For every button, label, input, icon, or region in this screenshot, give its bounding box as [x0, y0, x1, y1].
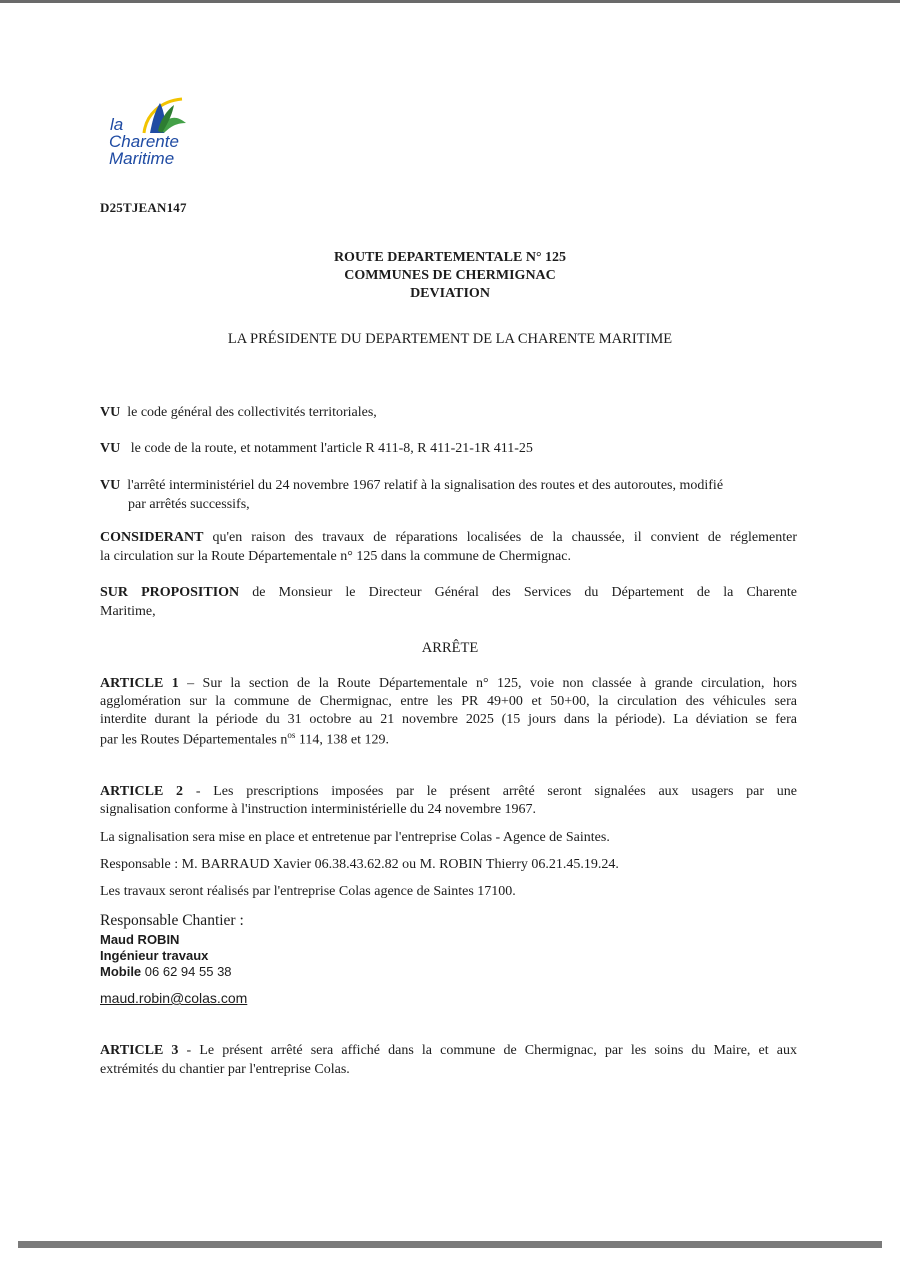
article-2-line-1 [100, 784, 797, 800]
proposition-keyword: SUR PROPOSITION [100, 585, 240, 600]
vu-text: le code de la route, et notamment l'article R 411-8, R 411-21-1R 411-25 [130, 441, 533, 456]
article-1-line-4-end: 114, 138 et 129. [295, 732, 389, 748]
proposition-line-2: Maritime, [100, 604, 156, 619]
bottom-border [18, 1241, 882, 1248]
vu-clause-3-continued: par arrêtés successifs, [128, 497, 250, 512]
article-1-text: – Sur la section de la Route Départementale n° 125, voie non classée à grande circulation, hors [187, 676, 797, 691]
authority-heading: LA PRÉSIDENTE DU DEPARTEMENT DE LA CHARENTE MARITIME [227, 331, 673, 347]
chantier-mobile [100, 964, 232, 979]
title-line-2: COMMUNES DE CHERMIGNAC [344, 268, 556, 283]
signalisation-paragraph: La signalisation sera mise en place et entretenue par l'entreprise Colas - Agence de Saintes. [100, 830, 610, 845]
article-1-line-4-start: par les Routes Départementales n [100, 732, 288, 748]
chantier-role: Ingénieur travaux [100, 948, 209, 963]
logo-text-la: la [110, 115, 124, 134]
top-border [0, 0, 900, 3]
superscript: os [287, 730, 296, 740]
arrete-heading: ARRÊTE [421, 640, 479, 656]
email-link[interactable]: maud.robin@colas.com [100, 990, 248, 1006]
article-3-line-2: extrémités du chantier par l'entreprise Colas. [100, 1062, 350, 1077]
vu-clause-2 [100, 441, 533, 457]
considerant-line-2: la circulation sur la Route Départementale n° 125 dans la commune de Chermignac. [100, 549, 571, 564]
article-1-line-4 [100, 730, 389, 749]
vu-text: le code général des collectivités territoriales, [127, 405, 377, 420]
department-logo [106, 93, 206, 173]
document-reference: D25TJEAN147 [100, 200, 187, 215]
chantier-label: Responsable Chantier : [100, 912, 244, 929]
responsable-paragraph: Responsable : M. BARRAUD Xavier 06.38.43.62.82 ou M. ROBIN Thierry 06.21.45.19.24. [100, 857, 619, 872]
article-3-text: - Le présent arrêté sera affiché dans la commune de Chermignac, par les soins du Maire, et aux [186, 1043, 797, 1058]
vu-clause-3 [100, 478, 723, 494]
logo-text-charente: Charente [109, 132, 179, 151]
article-1-line-3: interdite durant la période du 31 octobre au 21 novembre 2025 (15 jours dans la période). La déviation se fera [100, 712, 797, 727]
considerant-line-1 [100, 530, 797, 546]
vu-text: l'arrêté interministériel du 24 novembre 1967 relatif à la signalisation des routes et des autoroutes, modifié [127, 478, 724, 493]
travaux-paragraph: Les travaux seront réalisés par l'entreprise Colas agence de Saintes 17100. [100, 884, 516, 899]
mobile-number: 06 62 94 55 38 [141, 964, 232, 979]
proposition-text: de Monsieur le Directeur Général des Services du Département de la Charente [252, 585, 798, 600]
article-1-label: ARTICLE 1 [100, 676, 179, 691]
article-2-text: - Les prescriptions imposées par le présent arrêté seront signalées aux usagers par une [195, 784, 797, 799]
article-1-line-2: agglomération sur la commune de Chermignac, entre les PR 49+00 et 50+00, la circulation des véhicules sera [100, 694, 797, 709]
considerant-text: qu'en raison des travaux de réparations localisées de la chaussée, il convient de réglementer [212, 530, 798, 545]
title-line-3: DEVIATION [410, 286, 490, 301]
article-2-line-2: signalisation conforme à l'instruction interministérielle du 24 novembre 1967. [100, 802, 537, 817]
bird-logo-icon [130, 93, 190, 137]
vu-clause-1 [100, 405, 377, 421]
vu-keyword: VU [100, 405, 121, 420]
logo-text-maritime: Maritime [109, 149, 175, 168]
article-3-line-1 [100, 1043, 797, 1059]
vu-keyword: VU [100, 441, 121, 456]
title-line-1: ROUTE DEPARTEMENTALE N° 125 [333, 250, 567, 265]
vu-keyword: VU [100, 478, 121, 493]
considerant-keyword: CONSIDERANT [100, 530, 204, 545]
article-2-label: ARTICLE 2 [100, 784, 184, 799]
proposition-line-1 [100, 585, 797, 601]
article-3-label: ARTICLE 3 [100, 1043, 179, 1058]
article-1-line-1 [100, 676, 797, 692]
chantier-name: Maud ROBIN [100, 932, 180, 947]
mobile-label: Mobile [100, 964, 142, 979]
